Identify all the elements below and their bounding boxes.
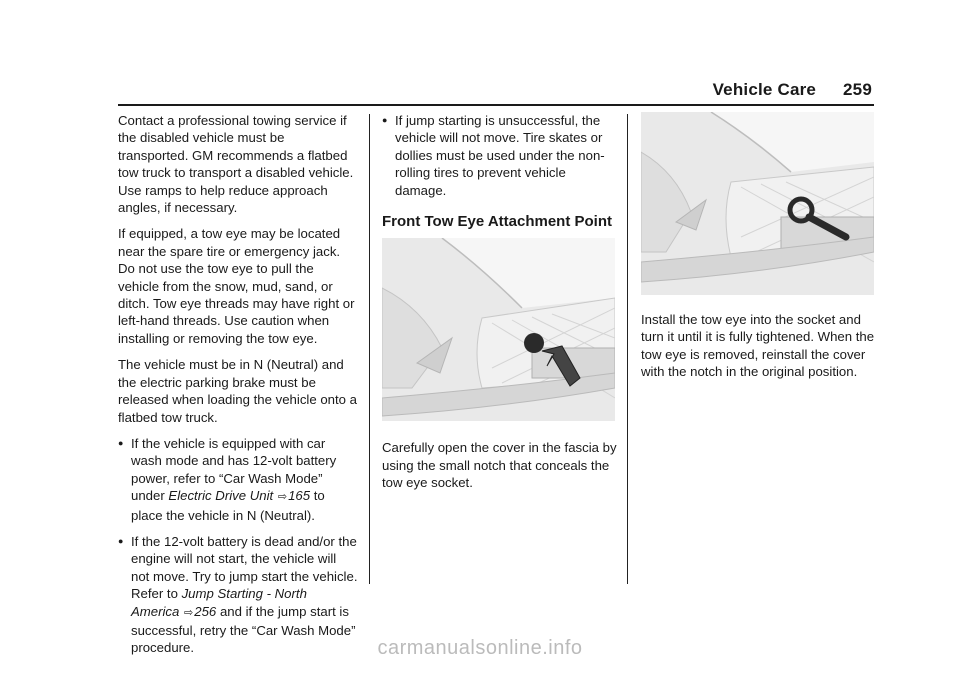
bullet-item: ● If the 12-volt battery is dead and/or the engine will not start, the vehicle will not move. Try to jump start the vehicle. Refer to Jump Starting - North America ⇨256 and if the jump start is successful, retry the “Car Wash Mode” procedure. — [118, 533, 358, 657]
fascia-illustration — [382, 238, 615, 421]
tow-eye-illustration — [641, 112, 874, 295]
column-3 — [641, 112, 875, 390]
bullet-item: ● If jump starting is unsuccessful, the vehicle will not move. Tire skates or dollies must be used under the non-rolling tires to prevent vehicle damage. — [382, 112, 618, 199]
page-reference[interactable]: 256 — [194, 603, 217, 619]
section-title: Vehicle Care — [712, 80, 817, 99]
figure-tow-eye-cover — [382, 238, 615, 421]
page-header — [713, 80, 872, 100]
column-2 — [382, 112, 618, 501]
page-ref-arrow-icon: ⇨ — [277, 491, 288, 504]
header-rule — [118, 104, 874, 106]
column-divider — [369, 114, 370, 584]
section-heading: Front Tow Eye Attachment Point — [382, 213, 613, 231]
column-divider — [627, 114, 628, 584]
bullet-item: ● If the vehicle is equipped with car wash mode and has 12-volt battery power, refer to “Car Wash Mode” under Electric Drive Unit ⇨165 to place the vehicle in N (Neutral). — [118, 435, 358, 524]
paragraph: The vehicle must be in N (Neutral) and the electric parking brake must be released when loading the vehicle onto a flatbed tow truck. — [118, 357, 358, 425]
page-reference[interactable]: 165 — [288, 488, 311, 504]
figure-tow-eye-installed — [641, 112, 874, 295]
cross-reference-link[interactable]: Jump Starting - North America — [131, 586, 307, 619]
paragraph: If equipped, a tow eye may be located near the spare tire or emergency jack. Do not use the tow eye to pull the vehicle from the snow, mud, sand, or ditch. Tow eye threads may have right or left-hand threads. Use caution when installing or removing the tow eye. — [118, 226, 355, 346]
page-number: 259 — [843, 80, 872, 99]
column-1 — [118, 112, 358, 666]
figure-caption: Carefully open the cover in the fascia by using the small notch that conceals the tow eye socket. — [382, 440, 617, 491]
paragraph: Contact a professional towing service if the disabled vehicle must be transported. GM recommends a flatbed tow truck to transport a disabled vehicle. Use ramps to help reduce approach angles, if necessary. — [118, 113, 354, 216]
cross-reference-link[interactable]: Electric Drive Unit — [168, 488, 274, 504]
watermark-text: carmanualsonline.info — [377, 637, 583, 659]
page-ref-arrow-icon: ⇨ — [184, 606, 194, 619]
figure-caption: Install the tow eye into the socket and turn it until it is fully tightened. When the tow eye is removed, reinstall the cover with the notch in the original position. — [641, 312, 875, 380]
